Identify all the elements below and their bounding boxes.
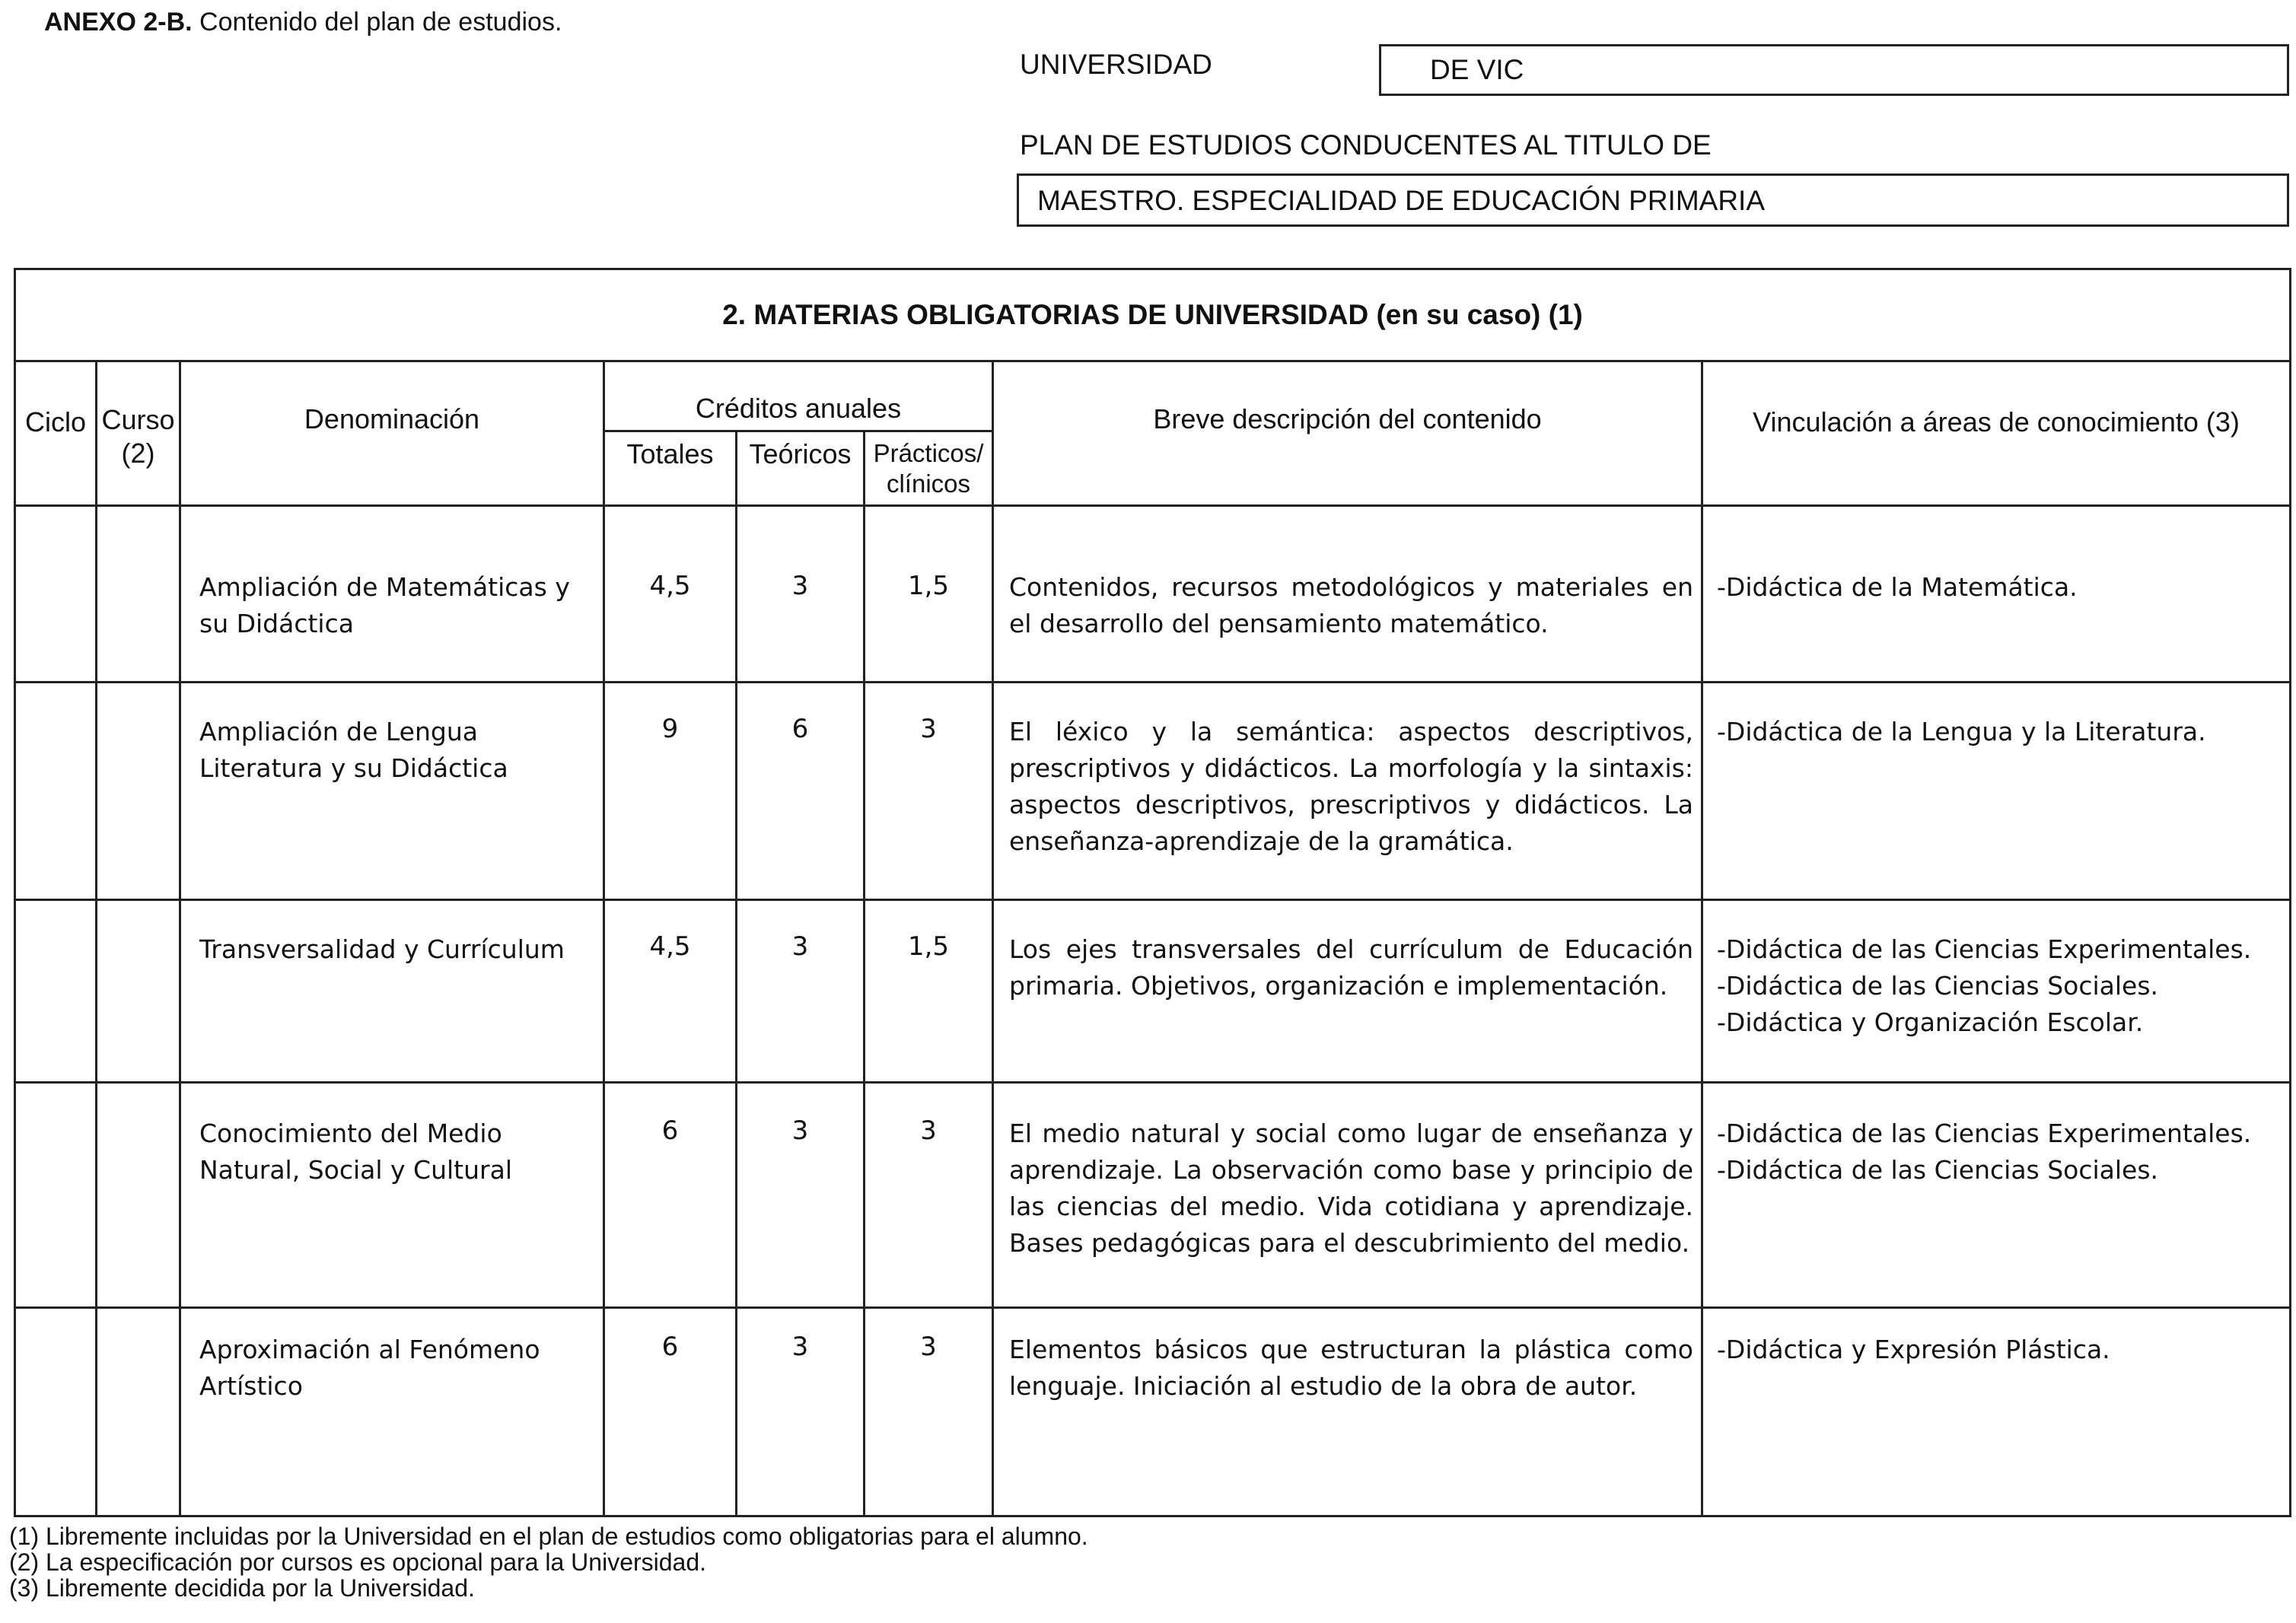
col-header-ciclo: Ciclo bbox=[15, 361, 97, 506]
table-row bbox=[15, 506, 2291, 683]
cell-totales: 4,5 bbox=[604, 506, 737, 683]
area-item: -Didáctica y Organización Escolar. bbox=[1717, 1007, 2144, 1037]
university-value: DE VIC bbox=[1430, 54, 1524, 85]
col-header-descripcion: Breve descripción del contenido bbox=[993, 361, 1702, 506]
cell-practicos: 3 bbox=[865, 1083, 993, 1308]
col-header-curso bbox=[97, 361, 180, 506]
col-header-curso-label: Curso bbox=[101, 404, 175, 435]
cell-practicos: 1,5 bbox=[865, 506, 993, 683]
annex-number: ANEXO 2-B. bbox=[44, 8, 193, 37]
cell-totales: 6 bbox=[604, 1083, 737, 1308]
cell-ciclo bbox=[15, 506, 97, 683]
cell-descripcion: Elementos básicos que estructuran la plástica como lenguaje. Iniciación al estudio de la obra de autor. bbox=[993, 1308, 1702, 1516]
cell-teoricos: 6 bbox=[737, 683, 865, 900]
cell-ciclo bbox=[15, 683, 97, 900]
cell-descripcion: Contenidos, recursos metodológicos y materiales en el desarrollo del pensamiento matemático. bbox=[993, 506, 1702, 683]
area-item: -Didáctica de la Lengua y la Literatura. bbox=[1717, 717, 2206, 746]
cell-practicos: 3 bbox=[865, 683, 993, 900]
cell-ciclo bbox=[15, 1308, 97, 1516]
cell-totales: 4,5 bbox=[604, 900, 737, 1083]
university-label: UNIVERSIDAD bbox=[1020, 49, 1212, 80]
col-header-teoricos: Teóricos bbox=[737, 431, 865, 506]
cell-curso bbox=[97, 1308, 180, 1516]
cell-areas bbox=[1702, 683, 2291, 900]
cell-descripcion: El medio natural y social como lugar de enseñanza y aprendizaje. La observación como base y principio de las ciencias del medio. Vida cotidiana y aprendizaje. Bases pedagógicas para el descubrimiento del medio. bbox=[993, 1083, 1702, 1308]
cell-totales: 6 bbox=[604, 1308, 737, 1516]
cell-descripcion: El léxico y la semántica: aspectos descriptivos, prescriptivos y didácticos. La morfología y la sintaxis: aspectos descriptivos, prescriptivos y didácticos. La enseñanza-aprendizaje de la gramática. bbox=[993, 683, 1702, 900]
table-row bbox=[15, 900, 2291, 1083]
cell-denominacion: Conocimiento del Medio Natural, Social y Cultural bbox=[180, 1083, 604, 1308]
cell-denominacion: Ampliación de Lengua Literatura y su Didáctica bbox=[180, 683, 604, 900]
cell-curso bbox=[97, 683, 180, 900]
cell-totales: 9 bbox=[604, 683, 737, 900]
area-item: -Didáctica de la Matemática. bbox=[1717, 572, 2078, 602]
area-item: -Didáctica y Expresión Plástica. bbox=[1717, 1335, 2110, 1364]
col-header-vinculacion: Vinculación a áreas de conocimiento (3) bbox=[1702, 361, 2291, 506]
cell-areas bbox=[1702, 1083, 2291, 1308]
col-header-practicos: Prácticos/ clínicos bbox=[865, 431, 993, 506]
section-title: 2. MATERIAS OBLIGATORIAS DE UNIVERSIDAD (en su caso) (1) bbox=[15, 269, 2291, 361]
area-item: -Didáctica de las Ciencias Experimentales. bbox=[1717, 1119, 2252, 1148]
cell-teoricos: 3 bbox=[737, 506, 865, 683]
cell-denominacion: Transversalidad y Currículum bbox=[180, 900, 604, 1083]
footnote-3: (3) Libremente decidida por la Universidad. bbox=[9, 1574, 475, 1602]
cell-teoricos: 3 bbox=[737, 1083, 865, 1308]
materias-table bbox=[14, 268, 2291, 1517]
table-row bbox=[15, 1308, 2291, 1516]
cell-denominacion: Ampliación de Matemáticas y su Didáctica bbox=[180, 506, 604, 683]
annex-subtitle: Contenido del plan de estudios. bbox=[192, 8, 562, 37]
titulo-value: MAESTRO. ESPECIALIDAD DE EDUCACIÓN PRIMARIA bbox=[1037, 185, 1766, 216]
university-field bbox=[1379, 44, 2289, 96]
table-row bbox=[15, 683, 2291, 900]
footnote-1: (1) Libremente incluidas por la Universidad en el plan de estudios como obligatorias para el alumno. bbox=[9, 1523, 1088, 1550]
cell-teoricos: 3 bbox=[737, 900, 865, 1083]
cell-practicos: 1,5 bbox=[865, 900, 993, 1083]
cell-curso bbox=[97, 900, 180, 1083]
footnote-2: (2) La especificación por cursos es opcional para la Universidad. bbox=[9, 1548, 707, 1576]
col-header-denominacion: Denominación bbox=[180, 361, 604, 506]
cell-areas bbox=[1702, 506, 2291, 683]
cell-ciclo bbox=[15, 900, 97, 1083]
cell-areas bbox=[1702, 900, 2291, 1083]
cell-practicos: 3 bbox=[865, 1308, 993, 1516]
cell-areas bbox=[1702, 1308, 2291, 1516]
footnotes bbox=[9, 1523, 1088, 1601]
col-header-creditos: Créditos anuales bbox=[604, 361, 993, 431]
area-item: -Didáctica de las Ciencias Sociales. bbox=[1717, 971, 2159, 1001]
col-header-curso-note: (2) bbox=[121, 438, 155, 469]
col-header-totales: Totales bbox=[604, 431, 737, 506]
annex-heading bbox=[44, 8, 562, 37]
table-row bbox=[15, 1083, 2291, 1308]
cell-ciclo bbox=[15, 1083, 97, 1308]
titulo-field bbox=[1017, 173, 2289, 227]
cell-curso bbox=[97, 1083, 180, 1308]
cell-denominacion: Aproximación al Fenómeno Artístico bbox=[180, 1308, 604, 1516]
cell-teoricos: 3 bbox=[737, 1308, 865, 1516]
area-item: -Didáctica de las Ciencias Sociales. bbox=[1717, 1155, 2159, 1185]
area-item: -Didáctica de las Ciencias Experimentales. bbox=[1717, 934, 2252, 964]
plan-label: PLAN DE ESTUDIOS CONDUCENTES AL TITULO DE bbox=[1020, 129, 1712, 161]
cell-curso bbox=[97, 506, 180, 683]
cell-descripcion: Los ejes transversales del currículum de Educación primaria. Objetivos, organización e implementación. bbox=[993, 900, 1702, 1083]
